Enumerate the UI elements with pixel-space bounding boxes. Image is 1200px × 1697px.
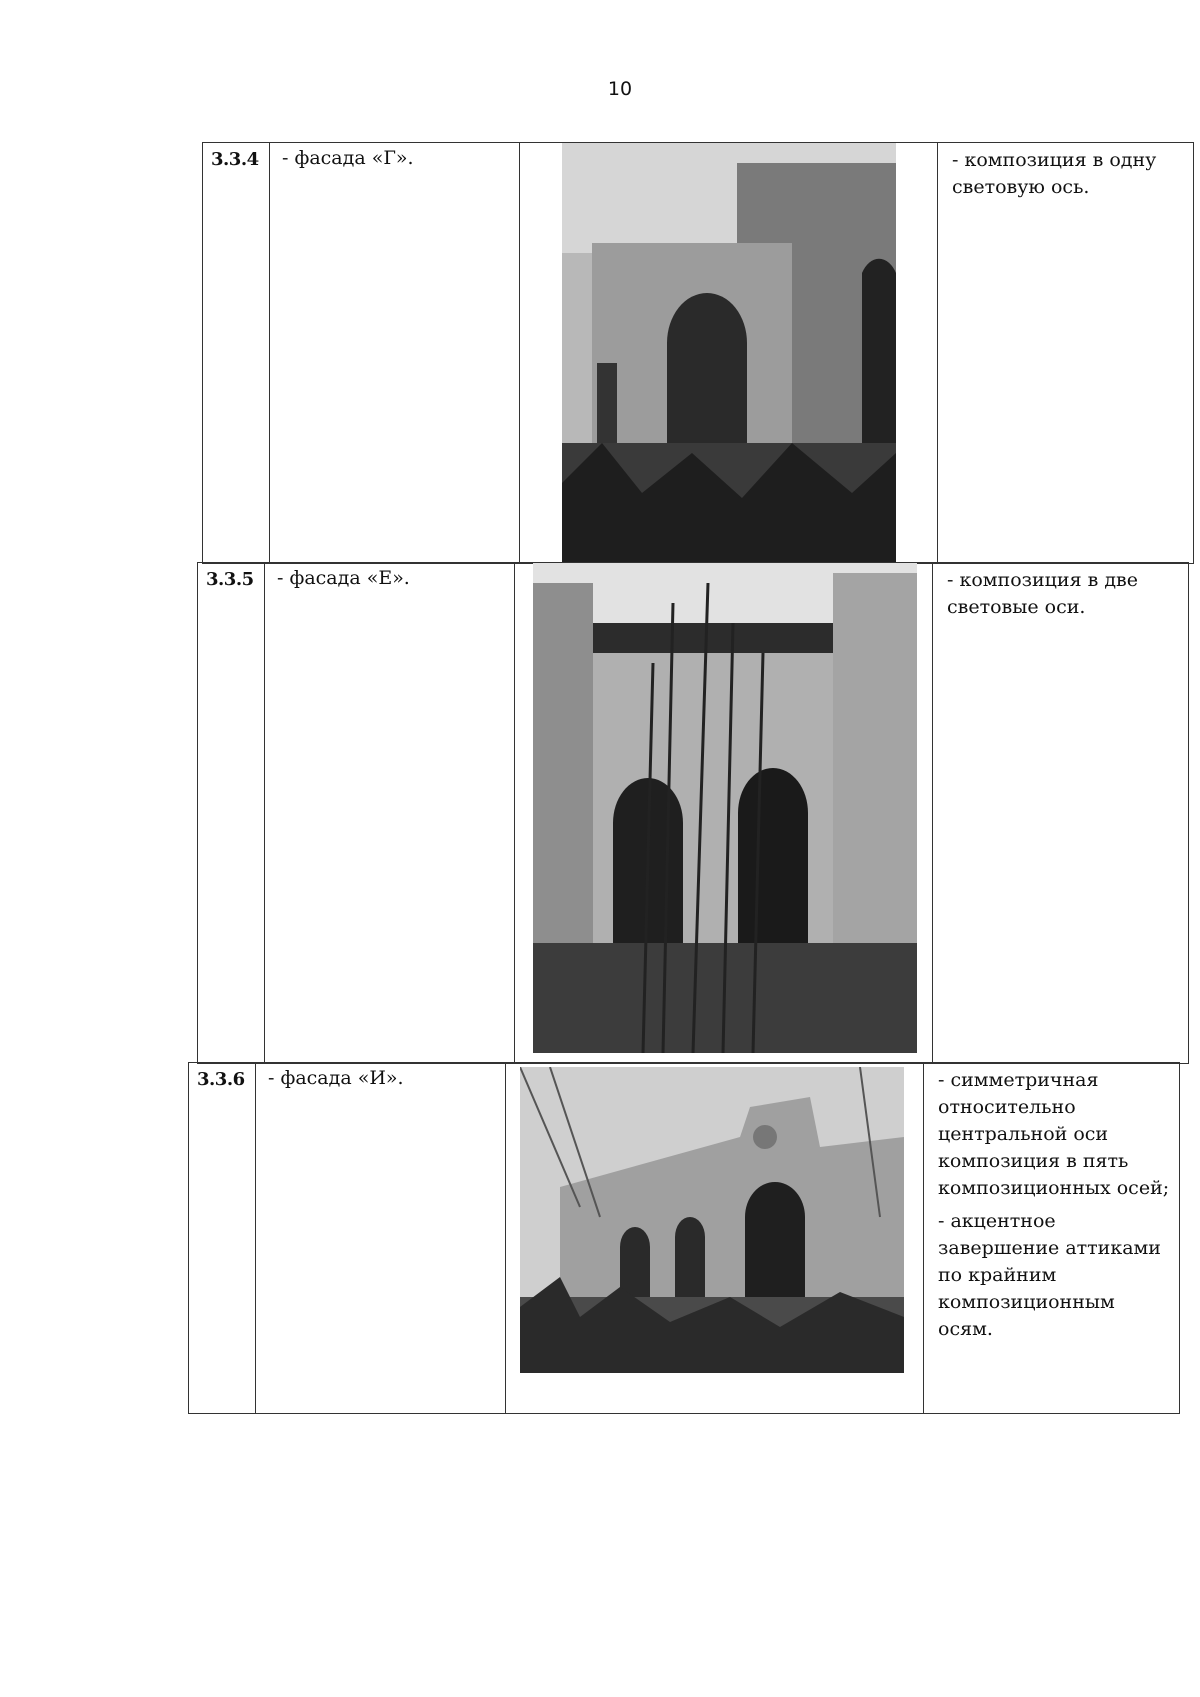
- facade-photo: [520, 1067, 904, 1373]
- row-number: 3.3.4: [203, 143, 270, 563]
- facade-title: - фасада «И».: [256, 1063, 506, 1413]
- description-item: - симметричная относительно центральной оси композиция в пять композиционных осей;: [938, 1069, 1170, 1199]
- table-row: [188, 1062, 1180, 1414]
- row-number: 3.3.6: [189, 1063, 256, 1413]
- facade-photo: [533, 563, 917, 1053]
- description-item: - акцентное завершение аттиками по крайним композиционным осям.: [938, 1210, 1161, 1340]
- description: [933, 563, 1188, 1063]
- table-row: [197, 562, 1189, 1064]
- table-row: [202, 142, 1194, 564]
- row-number: 3.3.5: [198, 563, 265, 1063]
- description-item: - композиция в одну световую ось.: [952, 149, 1157, 198]
- facade-photo: [562, 143, 896, 563]
- description-item: - композиция в две световые оси.: [947, 569, 1138, 618]
- photo-cell: [506, 1063, 924, 1413]
- facade-title: - фасада «Г».: [270, 143, 520, 563]
- facade-title: - фасада «Е».: [265, 563, 515, 1063]
- photo-cell: [515, 563, 933, 1063]
- page-number: 10: [607, 78, 633, 100]
- photo-cell: [520, 143, 938, 563]
- description: [938, 143, 1193, 563]
- description: [924, 1063, 1179, 1413]
